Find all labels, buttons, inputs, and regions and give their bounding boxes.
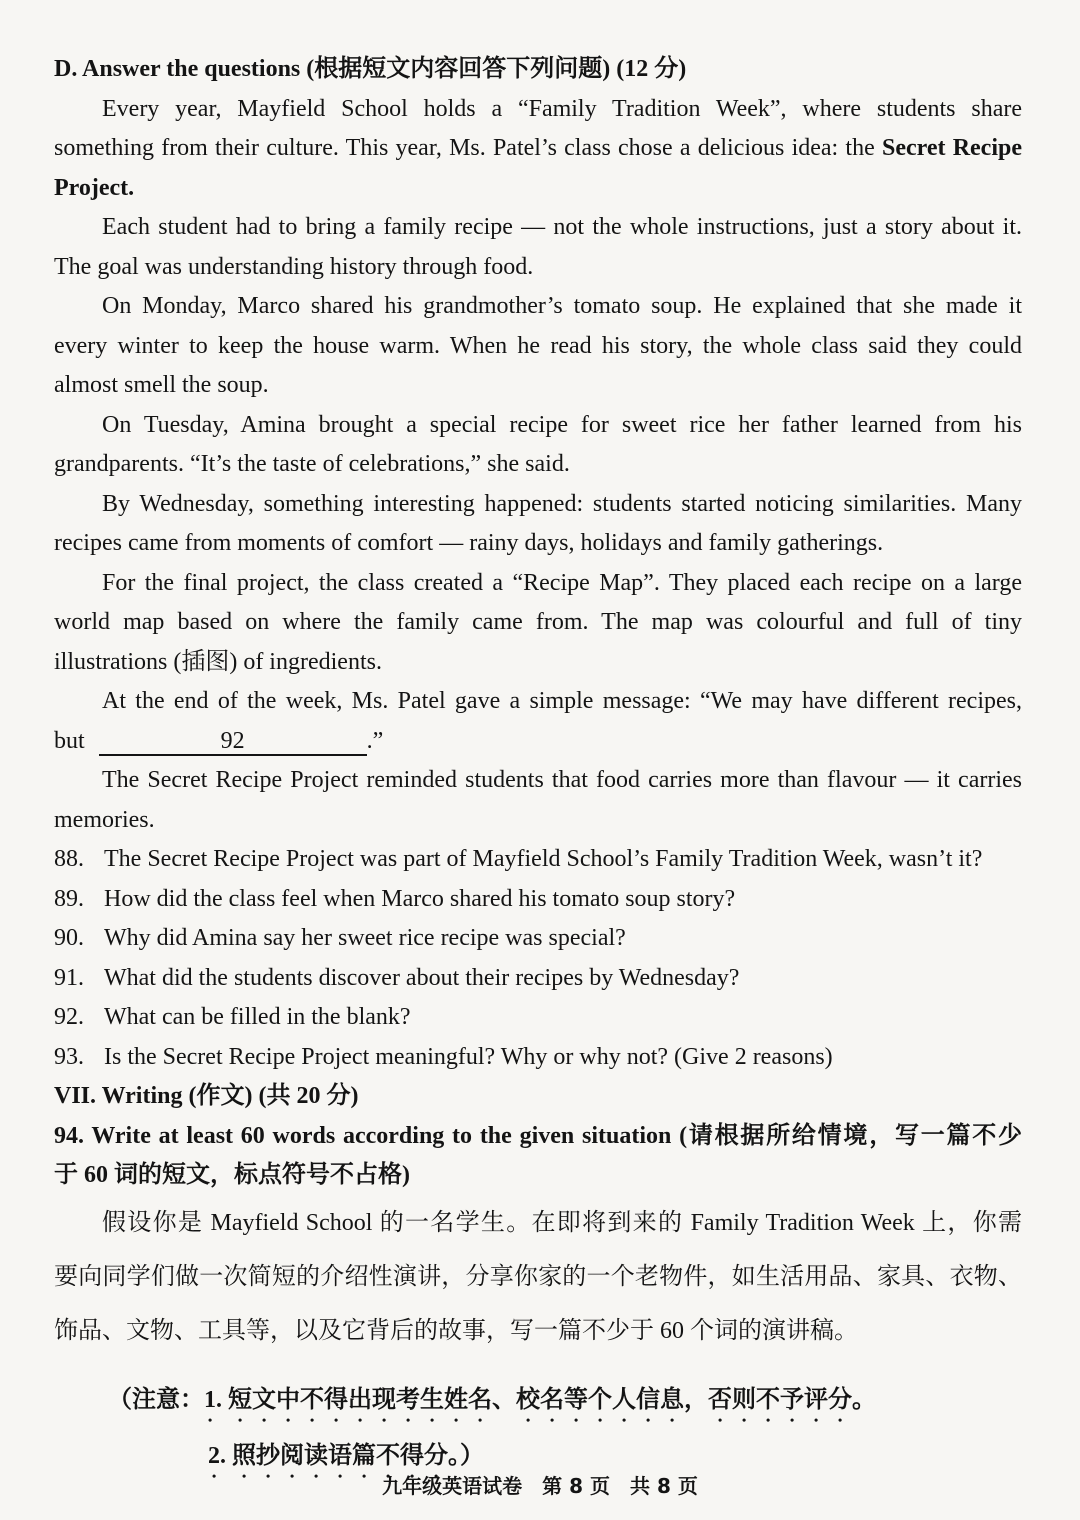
question-text: Is the Secret Recipe Project meaningful? Why or why not? (Give 2 reasons) xyxy=(104,1043,833,1070)
passage-p7-line2 xyxy=(54,722,1022,762)
passage-p3-line2: every winter to keep the house warm. When he read his story, the whole class said they could xyxy=(54,332,1022,359)
question-90 xyxy=(54,919,1022,959)
writing-heading: VII. Writing (作文) (共 20 分) xyxy=(54,1083,359,1109)
note-line1 xyxy=(108,1372,1022,1428)
passage-p1-line2 xyxy=(54,129,1022,169)
section-d-heading: D. Answer the questions (根据短文内容回答下列问题) (12 分) xyxy=(54,56,687,82)
question-text: Why did Amina say her sweet rice recipe was special? xyxy=(104,925,626,951)
passage-p6-line3: illustrations (插图) of ingredients. xyxy=(54,648,382,675)
question-list xyxy=(54,840,1022,1077)
question-number: 91. xyxy=(54,964,84,991)
passage-p1-line2-text: something from their culture. This year, Ms. Patel’s class chose a delicious idea: the xyxy=(54,135,882,161)
passage-p5-line1: By Wednesday, something interesting happened: students started noticing similarities. Many xyxy=(102,490,1022,517)
question-text: What can be filled in the blank? xyxy=(104,1004,411,1030)
passage-p2-line1: Each student had to bring a family recipe — not the whole instructions, just a story about it. xyxy=(102,214,1022,240)
project-name-bold: Secret Recipe xyxy=(881,135,1022,161)
situation-line2: 要向同学们做一次简短的介绍性演讲，分享你家的一个老物件，如生活用品、家具、衣物、 xyxy=(54,1263,1022,1290)
question-text: What did the students discover about their recipes by Wednesday? xyxy=(104,964,740,991)
passage-p6-line2: world map based on where the family came from. The map was colourful and full of tiny xyxy=(54,609,1022,635)
passage-p1-line1: Every year, Mayfield School holds a “Family Tradition Week”, where students share xyxy=(102,95,1022,122)
question-number: 93. xyxy=(54,1043,84,1070)
question-number: 88. xyxy=(54,846,84,872)
passage-p3-line3: almost smell the soup. xyxy=(54,372,269,398)
question-text: How did the class feel when Marco shared his tomato soup story? xyxy=(104,885,736,912)
question-92 xyxy=(54,998,1022,1038)
note-1: 1. 短文中不得出现考生姓名、校名等个人信息，否则不予评分。 xyxy=(204,1386,876,1413)
question-number: 92. xyxy=(54,1004,84,1030)
question-text: The Secret Recipe Project was part of Mayfield School’s Family Tradition Week, wasn’t it? xyxy=(104,846,983,872)
question-91 xyxy=(54,959,1022,999)
exam-page xyxy=(54,50,1022,1484)
situation-line3: 饰品、文物、工具等，以及它背后的故事，写一篇不少于 60 个词的演讲稿。 xyxy=(54,1317,858,1344)
writing-situation xyxy=(54,1196,1022,1358)
note-prefix: （注意： xyxy=(108,1386,204,1413)
question-number: 89. xyxy=(54,885,84,912)
writing-task-line2: 于 60 词的短文，标点符号不占格) xyxy=(54,1162,410,1188)
passage-p2-line2: The goal was understanding history through food. xyxy=(54,253,534,280)
passage-p4-line2: grandparents. “It’s the taste of celebrations,” she said. xyxy=(54,451,570,477)
writing-notes xyxy=(54,1372,1022,1484)
passage-p7-line1: At the end of the week, Ms. Patel gave a simple message: “We may have different recipes, xyxy=(102,688,1022,714)
question-93 xyxy=(54,1038,1022,1078)
page-footer: 九年级英语试卷 第 8 页 共 8 页 xyxy=(382,1474,698,1498)
answer-blank-92: 92 xyxy=(99,728,367,756)
passage-p8-line1: The Secret Recipe Project reminded students that food carries more than flavour — it carries xyxy=(102,767,1022,793)
passage-p3-line1: On Monday, Marco shared his grandmother’s tomato soup. He explained that she made it xyxy=(102,293,1022,319)
situation-line1: 假设你是 Mayfield School 的一名学生。在即将到来的 Family Tradition Week 上，你需 xyxy=(102,1209,1022,1236)
blank-suffix: .” xyxy=(366,727,384,754)
note-2: 2. 照抄阅读语篇不得分。） xyxy=(208,1442,484,1469)
blank-prefix: but xyxy=(54,727,85,754)
passage-p8-line2: memories. xyxy=(54,806,155,833)
passage-p1-line3: Project. xyxy=(54,174,135,201)
writing-task-line1: 94. Write at least 60 words according to the given situation (请根据所给情境，写一篇不少 xyxy=(54,1122,1022,1149)
passage-p6-line1: For the final project, the class created a “Recipe Map”. They placed each recipe on a large xyxy=(102,569,1022,596)
passage-p5-line2: recipes came from moments of comfort — rainy days, holidays and family gatherings. xyxy=(54,530,884,556)
question-88 xyxy=(54,840,1022,880)
question-89 xyxy=(54,880,1022,920)
passage-p4-line1: On Tuesday, Amina brought a special recipe for sweet rice her father learned from his xyxy=(102,411,1022,438)
question-number: 90. xyxy=(54,925,84,951)
